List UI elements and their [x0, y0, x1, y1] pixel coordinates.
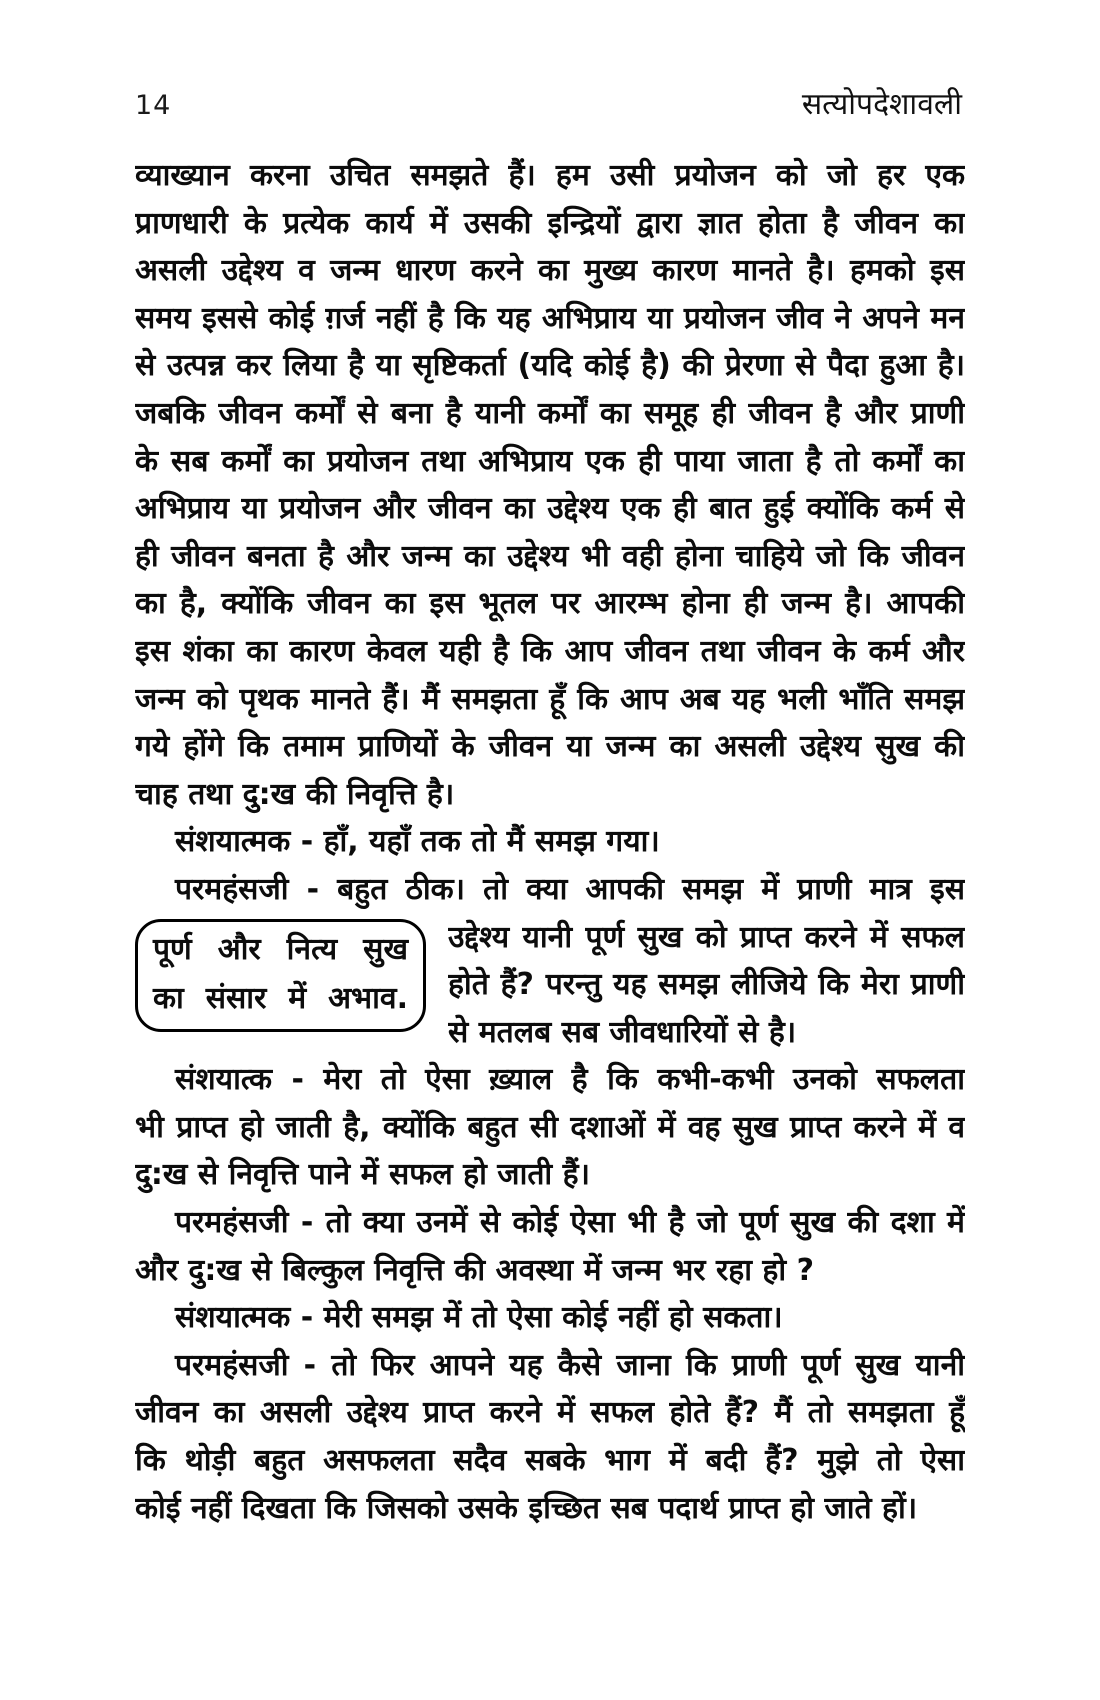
text-line: के सब कर्मों का प्रयोजन तथा अभिप्राय एक ही पाया जाता है तो कर्मों का: [135, 443, 965, 479]
text-line: जीवन का असली उद्देश्य प्राप्त करने में सफल होते हैं? मैं तो समझता हूँ: [135, 1395, 965, 1431]
text-line: असली उद्देश्य व जन्म धारण करने का मुख्य कारण मानते है। हमको इस: [135, 253, 965, 289]
text-line: समय इससे कोई ग़र्ज नहीं है कि यह अभिप्राय या प्रयोजन जीव ने अपने मन: [135, 300, 965, 336]
text-line: जबकि जीवन कर्मों से बना है यानी कर्मों का समूह ही जीवन है और प्राणी: [135, 395, 965, 431]
text-line: से उत्पन्न कर लिया है या सृष्टिकर्ता (यदि कोई है) की प्रेरणा से पैदा हुआ है।: [135, 348, 965, 384]
text-line: प्राणधारी के प्रत्येक कार्य में उसकी इन्द्रियों द्वारा ज्ञात होता है जीवन का: [135, 205, 965, 241]
wrapped-paragraph: [448, 914, 965, 1057]
text-line: संशयात्क - मेरा तो ऐसा ख़्याल है कि कभी-कभी उनको सफलता: [175, 1062, 965, 1098]
page-header: [135, 82, 962, 123]
text-line: ही जीवन बनता है और जन्म का उद्देश्य भी वही होना चाहिये जो कि जीवन: [135, 538, 965, 574]
page-body: [135, 152, 965, 1532]
callout-row: [135, 914, 965, 1057]
book-title: सत्योपदेशावली: [801, 87, 962, 122]
text-line: परमहंसजी - तो क्या उनमें से कोई ऐसा भी है जो पूर्ण सुख की दशा में: [175, 1205, 965, 1241]
text-line: व्याख्यान करना उचित समझते हैं। हम उसी प्रयोजन को जो हर एक: [135, 158, 965, 193]
text-line: होते हैं? परन्तु यह समझ लीजिये कि मेरा प्राणी: [448, 967, 965, 1003]
text-line: से मतलब सब जीवधारियों से है।: [448, 1014, 797, 1050]
text-line: परमहंसजी - तो फिर आपने यह कैसे जाना कि प्राणी पूर्ण सुख यानी: [175, 1347, 965, 1383]
text-line: परमहंसजी - बहुत ठीक। तो क्या आपकी समझ में प्राणी मात्र इस: [175, 871, 965, 907]
text-line: चाह तथा दु:ख की निवृत्ति है।: [135, 776, 455, 812]
page-number: 14: [135, 90, 172, 121]
text-line: कोई नहीं दिखता कि जिसको उसके इच्छित सब पदार्थ प्राप्त हो जाते हों।: [135, 1490, 918, 1526]
text-line: जन्म को पृथक मानते हैं। मैं समझता हूँ कि आप अब यह भली भाँति समझ: [135, 681, 965, 717]
text-line: संशयात्मक - मेरी समझ में तो ऐसा कोई नहीं हो सकता।: [175, 1300, 783, 1336]
text-line: उद्देश्य यानी पूर्ण सुख को प्राप्त करने में सफल: [448, 919, 965, 955]
callout-text-line: का संसार में अभाव.: [153, 980, 408, 1016]
paragraph: [135, 1056, 965, 1532]
text-line: दु:ख से निवृत्ति पाने में सफल हो जाती हैं।: [135, 1157, 590, 1193]
text-line: कि थोड़ी बहुत असफलता सदैव सबके भाग में बदी हैं? मुझे तो ऐसा: [135, 1443, 965, 1479]
text-line: इस शंका का कारण केवल यही है कि आप जीवन तथा जीवन के कर्म और: [135, 633, 965, 669]
text-line: संशयात्मक - हाँ, यहाँ तक तो मैं समझ गया।: [175, 824, 660, 860]
text-line: अभिप्राय या प्रयोजन और जीवन का उद्देश्य एक ही बात हुई क्योंकि कर्म से: [135, 491, 965, 527]
text-line: भी प्राप्त हो जाती है, क्योंकि बहुत सी दशाओं में वह सुख प्राप्त करने में व: [135, 1109, 965, 1145]
text-line: गये होंगे कि तमाम प्राणियों के जीवन या जन्म का असली उद्देश्य सुख की: [135, 729, 965, 765]
text-line: और दु:ख से बिल्कुल निवृत्ति की अवस्था में जन्म भर रहा हो ?: [135, 1252, 814, 1288]
paragraph: [135, 152, 965, 914]
topic-callout-box: [135, 919, 426, 1032]
callout-text-line: पूर्ण और नित्य सुख: [153, 931, 408, 967]
text-line: का है, क्योंकि जीवन का इस भूतल पर आरम्भ होना ही जन्म है। आपकी: [135, 586, 965, 622]
